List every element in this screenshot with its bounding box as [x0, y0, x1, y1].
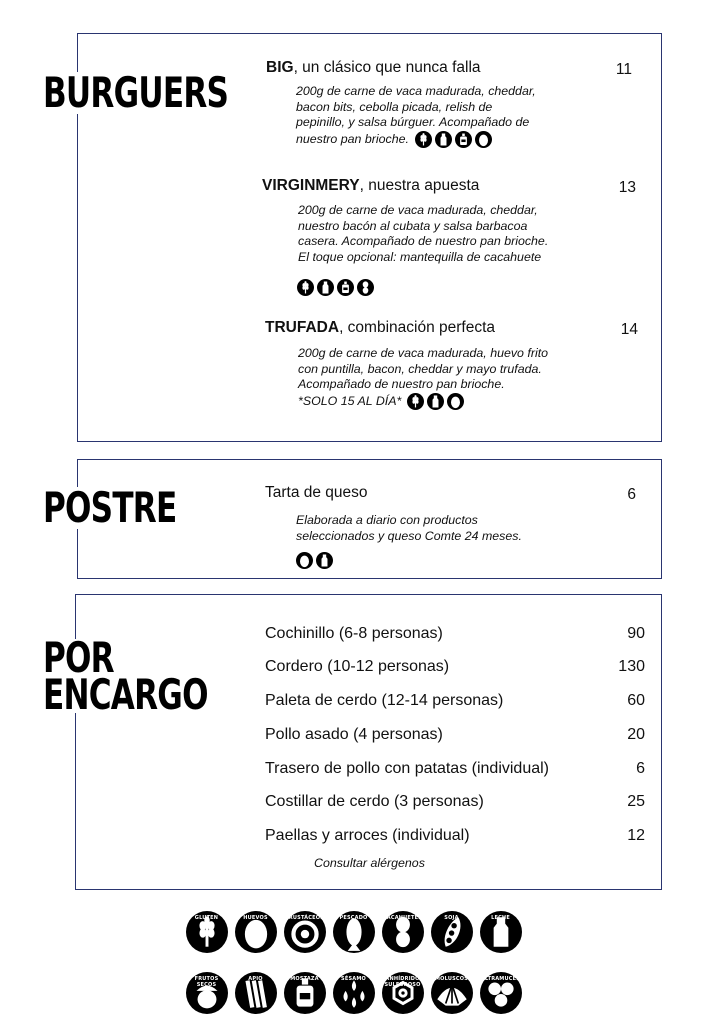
peanut-icon: CACAHUETES	[382, 911, 424, 953]
burger-virginmery-tagline: , nuestra apuesta	[359, 177, 480, 194]
postre-item-title: Tarta de queso	[265, 484, 368, 501]
row-price: 25	[627, 793, 645, 810]
lupin-icon: ALTRAMUCES	[480, 972, 522, 1014]
allergen-note: Consultar alérgenos	[314, 856, 425, 870]
milk-icon	[316, 552, 333, 569]
mustard-icon: MOSTAZA	[284, 972, 326, 1014]
row-price: 6	[636, 760, 645, 777]
encargo-row: Pollo asado (4 personas) 20	[265, 726, 645, 743]
encargo-heading-line1: POR	[42, 633, 114, 682]
burger-trufada-description: 200g de carne de vaca madurada, huevo frito con puntilla, bacon, cheddar y mayo trufada. Acompañado de nuestro pan brioche. *SOLO 15 AL DÍA*	[298, 346, 608, 410]
burger-trufada-name: TRUFADA	[265, 319, 340, 336]
crustacean-icon: CRUSTÁCEOS	[284, 911, 326, 953]
mustard-icon	[455, 131, 472, 148]
celery-icon: APIO	[235, 972, 277, 1014]
burger-trufada-title	[265, 319, 495, 337]
postre-heading: POSTRE	[40, 487, 179, 529]
egg-icon	[475, 131, 492, 148]
gluten-icon: GLUTEN	[186, 911, 228, 953]
peanut-icon	[357, 279, 374, 296]
row-price: 130	[618, 658, 645, 675]
burger-big-name: BIG	[266, 59, 294, 76]
gluten-icon	[415, 131, 432, 148]
burger-trufada-allergens	[407, 393, 464, 410]
milk-icon: LECHE	[480, 911, 522, 953]
encargo-row: Paleta de cerdo (12-14 personas) 60	[265, 692, 645, 709]
milk-icon	[435, 131, 452, 148]
burger-big-title	[266, 59, 481, 77]
row-price: 20	[627, 726, 645, 743]
postre-item-description: Elaborada a diario con productos seleccionados y queso Comte 24 meses.	[296, 513, 522, 543]
encargo-row: Cochinillo (6-8 personas) 90	[265, 625, 645, 642]
postre-item-allergens	[296, 552, 333, 569]
milk-icon	[317, 279, 334, 296]
encargo-row: Paellas y arroces (individual) 12	[265, 827, 645, 844]
milk-icon	[427, 393, 444, 410]
encargo-heading	[40, 633, 211, 719]
burger-big-tagline: , un clásico que nunca falla	[293, 59, 481, 76]
egg-icon	[296, 552, 313, 569]
egg-icon	[447, 393, 464, 410]
egg-icon: HUEVOS	[235, 911, 277, 953]
gluten-icon	[297, 279, 314, 296]
encargo-row: Trasero de pollo con patatas (individual) 6	[265, 760, 645, 777]
nuts-icon: FRUTOS SECOS	[186, 972, 228, 1014]
sesame-icon: SÉSAMO	[333, 972, 375, 1014]
burger-trufada-tagline: , combinación perfecta	[339, 319, 496, 336]
burger-virginmery-title	[262, 177, 479, 195]
fish-icon: PESCADO	[333, 911, 375, 953]
burger-virginmery-description: 200g de carne de vaca madurada, cheddar, nuestro bacón al cubata y salsa barbacoa casera. Acompañado de nuestro pan brioche. El toque opcional: mantequilla de cacahuete	[298, 203, 549, 264]
postre-item-price: 6	[627, 486, 636, 503]
burger-big-allergens	[415, 131, 492, 148]
burger-virginmery-name: VIRGINMERY	[262, 177, 360, 194]
mustard-icon	[337, 279, 354, 296]
sulphite-icon: ANHÍDRIDO SULFUROSO	[382, 972, 424, 1014]
gluten-icon	[407, 393, 424, 410]
row-price: 60	[627, 692, 645, 709]
allergen-legend-row1	[0, 911, 707, 953]
encargo-row: Cordero (10-12 personas) 130	[265, 658, 645, 675]
encargo-row: Costillar de cerdo (3 personas) 25	[265, 793, 645, 810]
burger-virginmery-allergens	[297, 279, 374, 296]
encargo-heading-line2: ENCARGO	[42, 670, 208, 719]
soy-icon: SOJA	[431, 911, 473, 953]
burger-big-price: 11	[615, 61, 632, 78]
mollusc-icon: MOLUSCOS	[431, 972, 473, 1014]
burguers-heading: BURGUERS	[40, 72, 231, 114]
burger-big-description: 200g de carne de vaca madurada, cheddar, bacon bits, cebolla picada, relish de pepinillo, y salsa búrguer. Acompañado de nuestro pan brioche.	[296, 84, 596, 148]
burger-trufada-price: 14	[620, 321, 638, 338]
row-price: 12	[627, 827, 645, 844]
allergen-legend-row2	[0, 972, 707, 1014]
burger-virginmery-price: 13	[618, 179, 636, 196]
row-price: 90	[627, 625, 645, 642]
